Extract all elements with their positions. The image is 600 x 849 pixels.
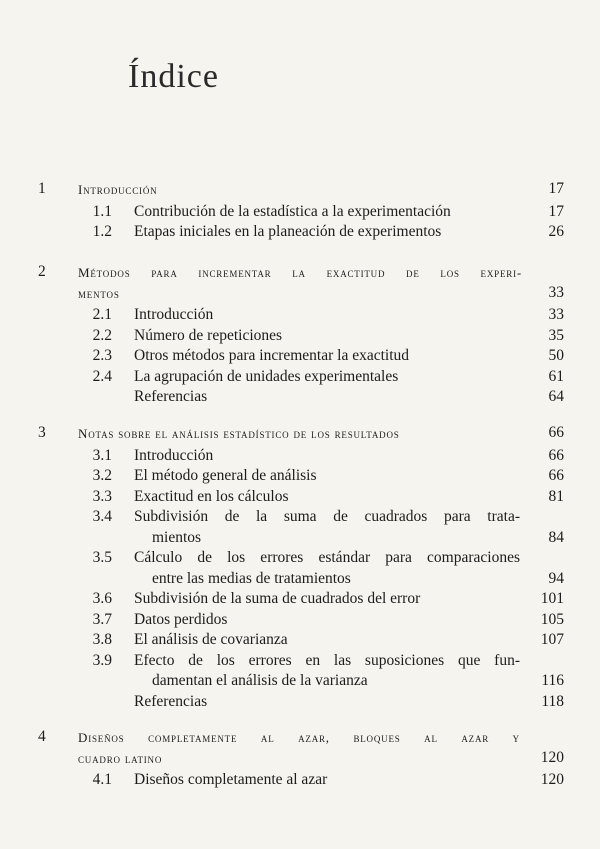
section-number: 1.2: [92, 223, 112, 240]
section-number: 3.7: [92, 610, 112, 628]
section-page: 84: [548, 528, 564, 546]
section-number: 3.3: [92, 487, 112, 505]
section-title: Introducción: [134, 446, 214, 464]
section-number: 2.1: [92, 306, 112, 323]
chapter-title: Introducción: [78, 182, 158, 197]
section-page: 118: [541, 692, 564, 710]
section-page: 50: [548, 347, 564, 364]
section-number: 3.6: [92, 590, 112, 607]
section-title: Subdivisión de la suma de cuadrados del error: [134, 590, 421, 607]
section-title: Cálculo de los errores estándar para comparaciones: [134, 549, 520, 566]
references-label: Referencias: [134, 388, 208, 405]
section-number: 3.9: [92, 651, 112, 669]
section-number: 4.1: [92, 771, 112, 788]
section-page: 33: [548, 306, 564, 323]
chapter-number: 2: [38, 263, 46, 280]
section-title: mientos: [152, 528, 202, 546]
section-title: Etapas iniciales en la planeación de experimentos: [134, 223, 442, 240]
section-page: 116: [541, 672, 564, 689]
chapter-number: 4: [38, 728, 46, 745]
section-title: El método general de análisis: [134, 467, 317, 484]
chapter-page: 17: [548, 180, 564, 197]
section-page: 17: [548, 202, 564, 220]
section-page: 94: [548, 569, 564, 587]
chapter-page: 66: [548, 424, 564, 441]
section-title: Exactitud en los cálculos: [134, 487, 289, 505]
chapter-number: 3: [38, 424, 46, 441]
section-title: Efecto de los errores en las suposiciones que fun-: [134, 651, 520, 669]
section-title: entre las medias de tratamientos: [152, 569, 351, 587]
section-page: 35: [548, 326, 564, 344]
section-title: Subdivisión de la suma de cuadrados para trata-: [134, 508, 520, 525]
section-page: 26: [548, 223, 564, 240]
references-label: Referencias: [134, 692, 208, 710]
section-title: El análisis de covarianza: [134, 631, 288, 648]
section-number: 3.8: [92, 631, 112, 648]
section-page: 105: [540, 610, 564, 628]
section-title: Datos perdidos: [134, 610, 228, 628]
section-page: 120: [540, 771, 564, 788]
section-page: 107: [540, 631, 564, 648]
chapter-title: Notas sobre el análisis estadístico de los resultados: [78, 426, 400, 441]
section-number: 3.4: [92, 508, 112, 525]
section-page: 64: [548, 388, 564, 405]
section-number: 2.4: [92, 367, 112, 385]
section-page: 81: [548, 487, 564, 505]
section-page: 61: [548, 367, 564, 385]
chapter-page: 33: [548, 283, 564, 301]
section-page: 66: [548, 467, 564, 484]
chapter-page: 120: [540, 748, 564, 766]
section-title: La agrupación de unidades experimentales: [134, 367, 399, 385]
section-number: 3.2: [92, 467, 112, 484]
section-title: Diseños completamente al azar: [134, 771, 328, 788]
chapter-number: 1: [38, 180, 46, 197]
section-title: damentan el análisis de la varianza: [152, 672, 368, 689]
page-title: Índice: [128, 58, 219, 95]
chapter-title: Métodos para incrementar la exactitud de los experi-: [78, 265, 522, 280]
section-number: 2.2: [92, 326, 112, 344]
section-page: 101: [540, 590, 564, 607]
chapter-title: cuadro latino: [78, 750, 163, 766]
section-title: Otros métodos para incrementar la exactitud: [134, 347, 410, 364]
section-number: 3.5: [92, 549, 112, 566]
section-title: Introducción: [134, 306, 214, 323]
section-number: 1.1: [92, 202, 112, 220]
section-title: Número de repeticiones: [134, 326, 283, 344]
chapter-title: mentos: [78, 285, 120, 301]
section-page: 66: [548, 446, 564, 464]
section-number: 3.1: [92, 446, 112, 464]
chapter-title: Diseños completamente al azar, bloques al azar y: [78, 730, 520, 745]
section-number: 2.3: [92, 347, 112, 364]
section-title: Contribución de la estadística a la experimentación: [134, 202, 451, 220]
